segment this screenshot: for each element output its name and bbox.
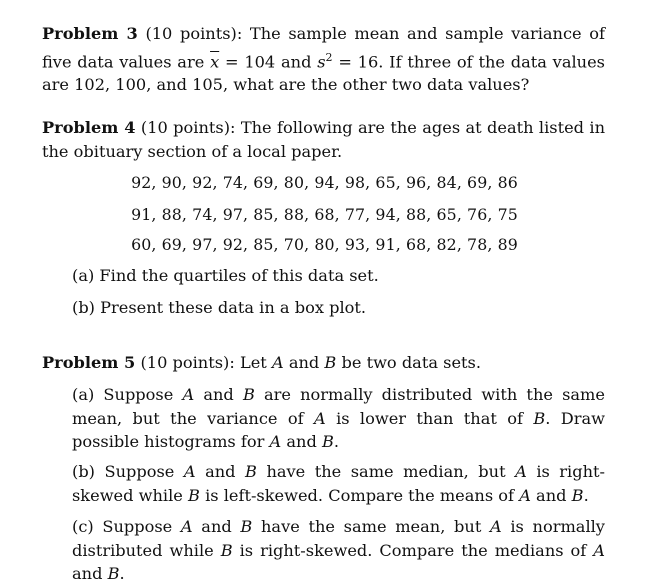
part-b-set-b: B	[245, 462, 257, 481]
problem-4-paragraph	[42, 116, 605, 163]
part-b-set-a-3: A	[519, 485, 531, 505]
problem-4-heading: Problem 4	[42, 118, 136, 137]
part-c-set-b-3: B	[107, 564, 120, 583]
part-c-set-a-2: A	[490, 517, 502, 536]
part-a-set-a-3: A	[269, 432, 282, 451]
part-c-text-1: (c) Suppose	[72, 517, 173, 536]
problem-5-intro-pre: (10 points): Let	[140, 353, 267, 372]
problem-5-part-a	[72, 383, 605, 454]
problem-5-heading: Problem 5	[42, 353, 136, 372]
s-exponent: 2	[325, 50, 333, 64]
part-a-and: and	[203, 385, 234, 404]
part-a-text-4: . Draw possible histograms for	[72, 408, 605, 451]
part-c-and-2: and	[72, 564, 103, 583]
part-c-set-a-3: A	[593, 540, 605, 560]
part-b-text-2: have the same median, but	[266, 462, 506, 481]
problem-4-part-a: (a) Find the quartiles of this data set.	[72, 266, 379, 285]
part-b-set-b-2: B	[188, 485, 200, 505]
mean-expression: = 104 and	[224, 51, 312, 71]
problem-4-intro: (10 points): The following are the ages at death listed in the obituary section of a local paper.	[42, 118, 605, 161]
problem-5-paragraph	[42, 351, 605, 375]
part-a-period: .	[333, 432, 340, 451]
problem-3-text-a: (10 points): The sample mean and sample variance of five data values are	[42, 24, 606, 71]
problem-5-part-b	[72, 460, 605, 507]
ages-data-line-2: 91, 88, 74, 97, 85, 88, 68, 77, 94, 88, 65, 76, 75	[131, 205, 518, 224]
problem-3-paragraph	[42, 22, 605, 97]
and-word: and	[288, 353, 320, 372]
problem-4-part-b: (b) Present these data in a box plot.	[72, 298, 367, 317]
part-b-and: and	[205, 462, 236, 481]
part-b-period: .	[583, 485, 589, 505]
part-a-set-b: B	[242, 385, 255, 404]
part-b-set-a: A	[183, 462, 196, 481]
part-c-text-2: have the same mean, but	[261, 517, 482, 536]
problem-3-heading: Problem 3	[42, 24, 138, 43]
part-a-and-2: and	[286, 432, 317, 451]
part-c-and: and	[201, 517, 232, 536]
part-b-text-3: is right-skewed while	[72, 462, 605, 505]
part-a-set-b-2: B	[533, 408, 546, 428]
problem-5-intro-post: be two data sets.	[341, 353, 481, 372]
problem-3-text-b: = 16. If three of the data values are 102, 100, and 105, what are the other two data values?	[42, 51, 605, 95]
part-c-period: .	[119, 564, 125, 583]
problem-5-part-c	[72, 515, 605, 586]
s-symbol: s	[317, 51, 326, 71]
ages-data-line-1: 92, 90, 92, 74, 69, 80, 94, 98, 65, 96, 84, 69, 86	[131, 173, 518, 192]
part-b-set-a-2: A	[515, 462, 527, 481]
part-b-text-4: is left-skewed. Compare the means of	[205, 485, 515, 505]
part-a-set-a-2: A	[313, 408, 326, 428]
part-b-and-2: and	[536, 485, 567, 505]
part-a-text-1: (a) Suppose	[72, 385, 174, 404]
part-c-set-b-2: B	[220, 540, 233, 560]
part-c-text-3: is normally distributed while	[72, 517, 605, 560]
part-a-text-3: is lower than that of	[336, 408, 523, 428]
part-c-text-4: is right-skewed. Compare the medians of	[239, 540, 587, 560]
set-b-symbol: B	[324, 353, 337, 372]
part-b-text-1: (b) Suppose	[72, 462, 175, 481]
part-a-set-a: A	[182, 385, 195, 404]
xbar-symbol: $\overline{x}$	[210, 51, 220, 71]
part-c-set-b: B	[240, 517, 253, 536]
ages-data-line-3: 60, 69, 97, 92, 85, 70, 80, 93, 91, 68, 82, 78, 89	[131, 235, 518, 254]
set-a-symbol: A	[271, 353, 284, 372]
part-b-set-b-3: B	[571, 485, 584, 505]
part-a-text-2: are normally distributed with the same mean, but the variance of	[72, 385, 605, 428]
part-a-set-b-3: B	[321, 432, 334, 451]
part-c-set-a: A	[180, 517, 193, 536]
